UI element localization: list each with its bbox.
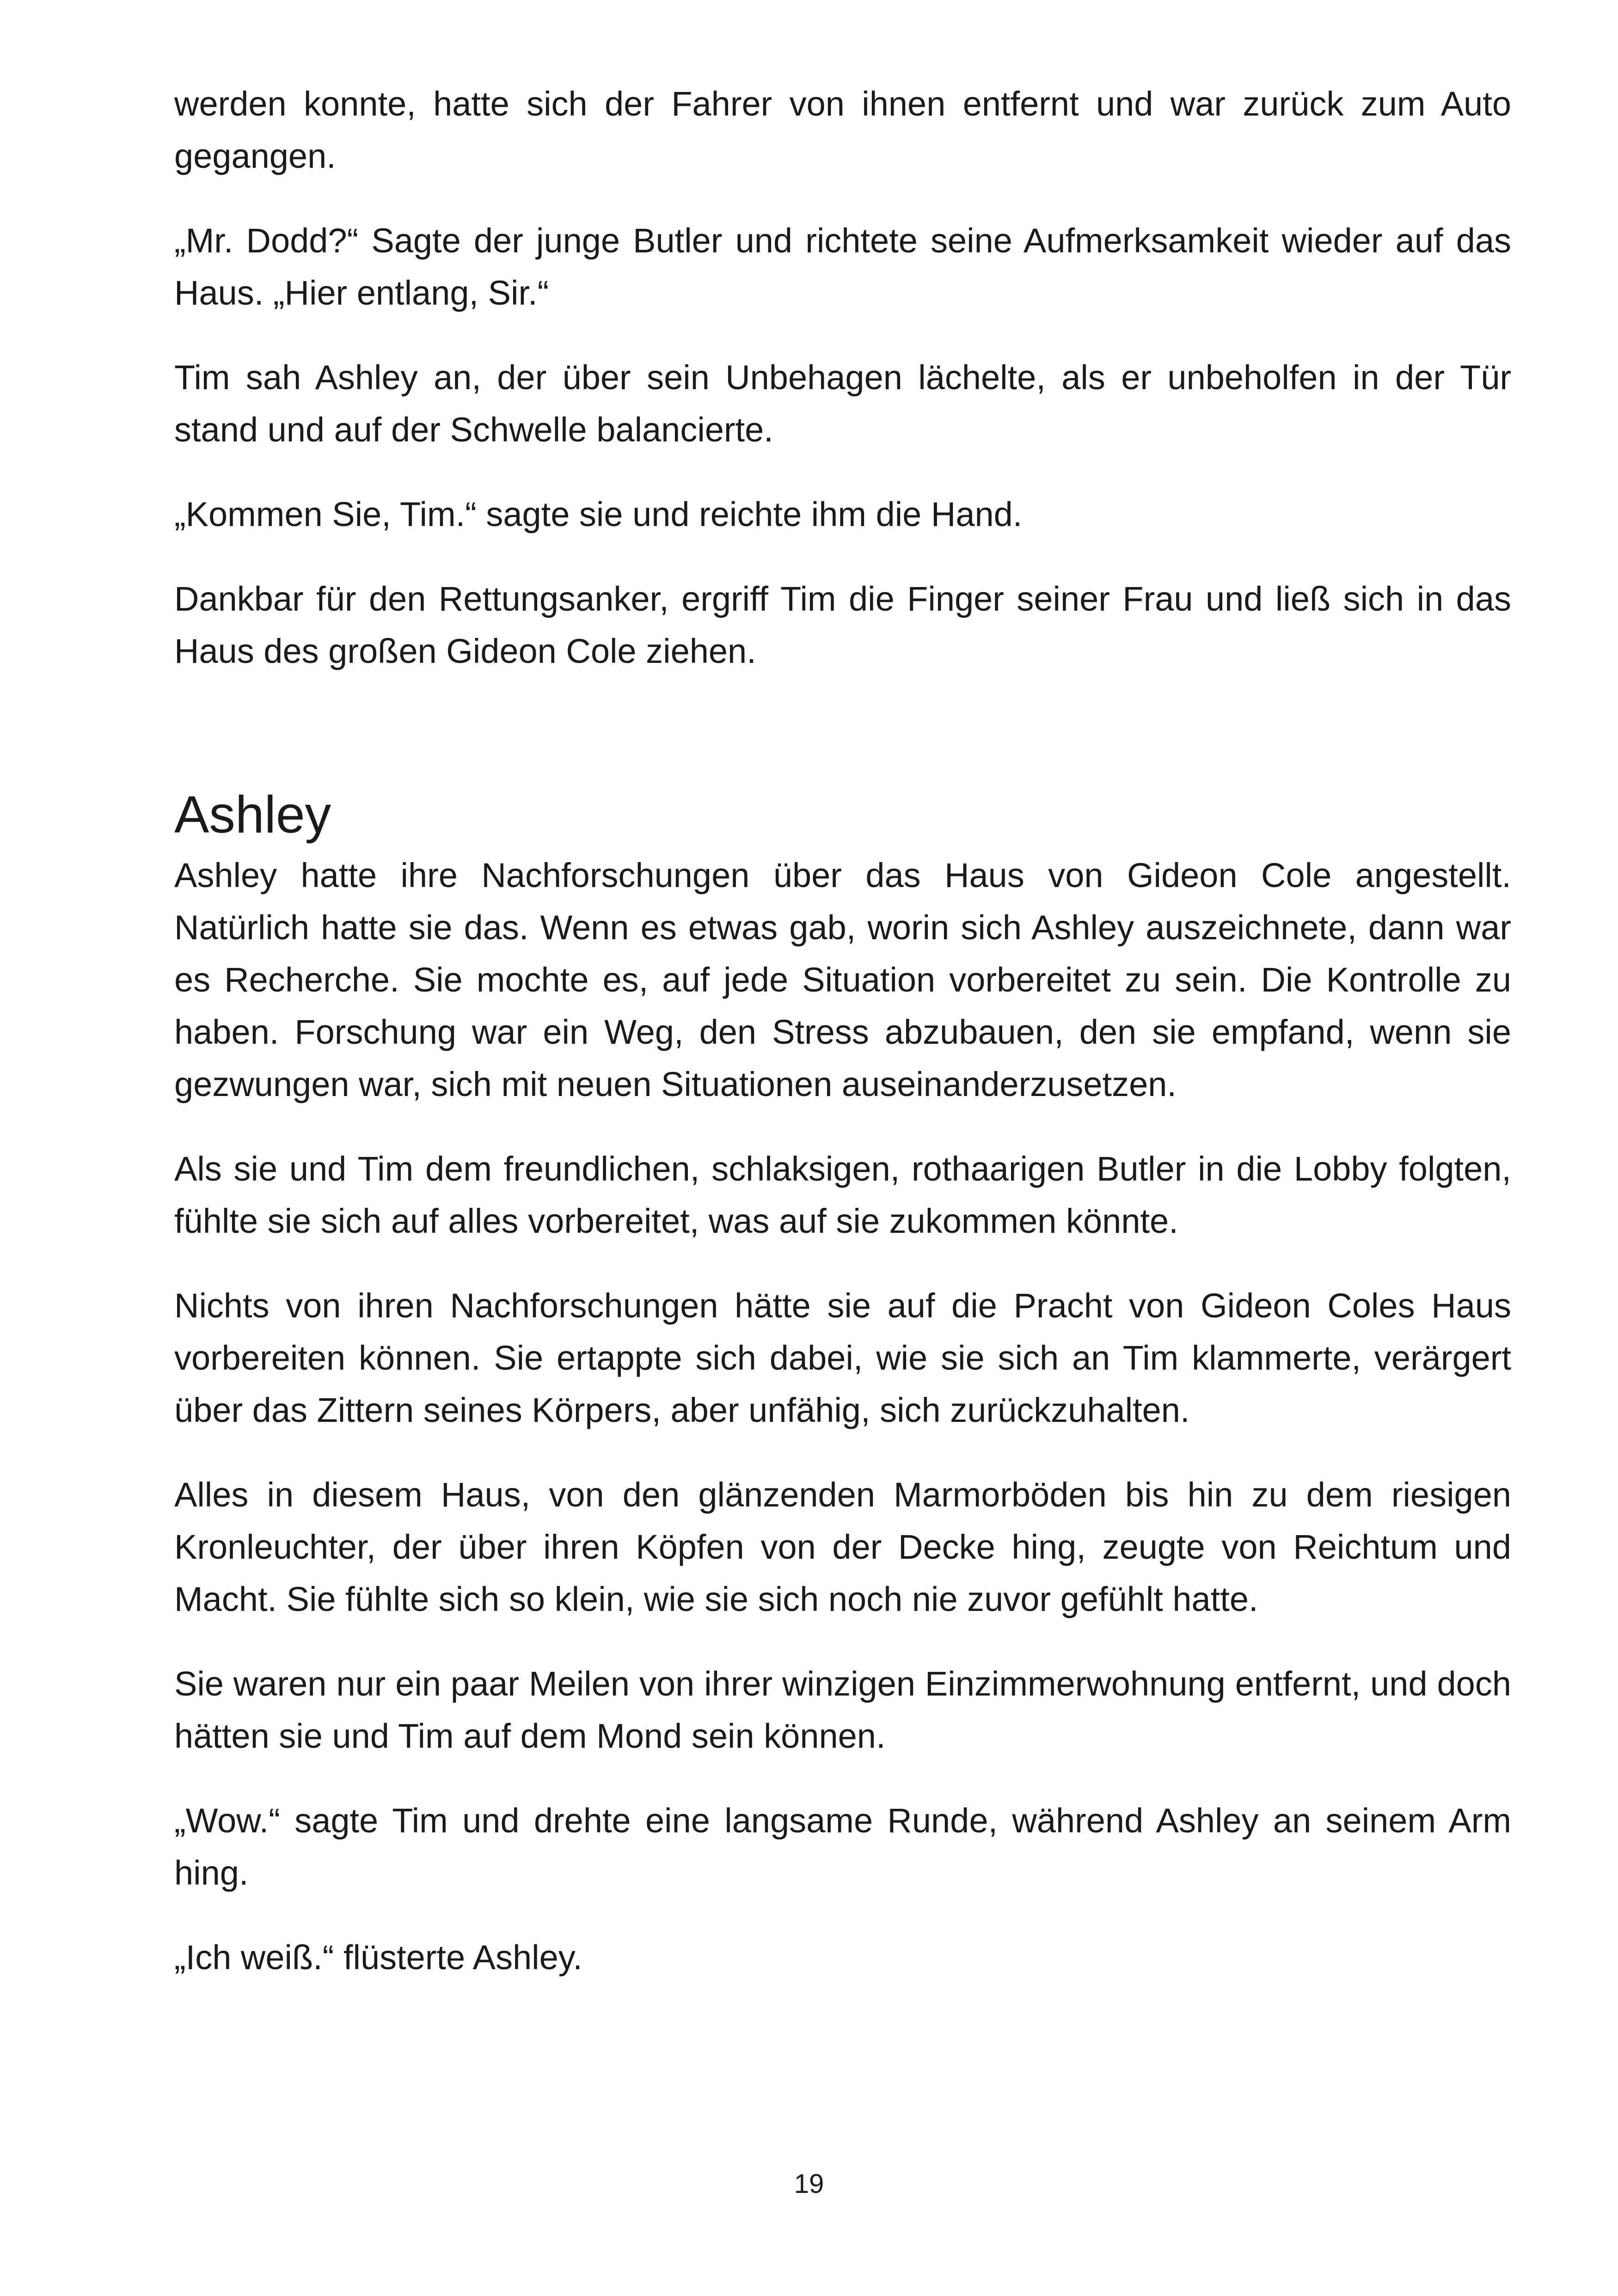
paragraph: „Mr. Dodd?“ Sagte der junge Butler und richtete seine Aufmerksamkeit wieder auf das Haus. „Hier entlang, Sir.“	[174, 221, 1511, 312]
paragraph: Alles in diesem Haus, von den glänzenden Marmorböden bis hin zu dem riesigen Kronleuchter, der über ihren Köpfen von der Decke hing, zeugte von Reichtum und Macht. Sie fühlte sich so klein, wie sie sich noch nie zuvor gefühlt hatte.	[174, 1476, 1511, 1618]
paragraph: Tim sah Ashley an, der über sein Unbehagen lächelte, als er unbeholfen in der Tür stand und auf der Schwelle balancierte.	[174, 358, 1511, 449]
paragraph: Sie waren nur ein paar Meilen von ihrer winzigen Einzimmerwohnung entfernt, und doch hätten sie und Tim auf dem Mond sein können.	[174, 1665, 1511, 1755]
paragraph: „Ich weiß.“ flüsterte Ashley.	[174, 1938, 582, 1977]
page-body	[174, 78, 1511, 2016]
paragraph: Nichts von ihren Nachforschungen hätte sie auf die Pracht von Gideon Coles Haus vorbereiten können. Sie ertappte sich dabei, wie sie sich an Tim klammerte, verärgert über das Zittern seines Körpers, aber unfähig, sich zurückzuhalten.	[174, 1286, 1511, 1429]
paragraph: Dankbar für den Rettungsanker, ergriff Tim die Finger seiner Frau und ließ sich in das Haus des großen Gideon Cole ziehen.	[174, 580, 1511, 670]
paragraph: „Kommen Sie, Tim.“ sagte sie und reichte ihm die Hand.	[174, 495, 1023, 533]
paragraph: Als sie und Tim dem freundlichen, schlaksigen, rothaarigen Butler in die Lobby folgten, fühlte sie sich auf alles vorbereitet, was auf sie zukommen könnte.	[174, 1150, 1511, 1240]
page-number: 19	[794, 2169, 824, 2199]
section-heading: Ashley	[174, 785, 331, 844]
paragraph: Ashley hatte ihre Nachforschungen über das Haus von Gideon Cole angestellt. Natürlich hatte sie das. Wenn es etwas gab, worin sich Ashley auszeichnete, dann war es Recherche. Sie mochte es, auf jede Situation vorbereitet zu sein. Die Kontrolle zu haben. Forschung war ein Weg, den Stress abzubauen, den sie empfand, wenn sie gezwungen war, sich mit neuen Situationen auseinanderzusetzen.	[174, 856, 1511, 1103]
paragraph: „Wow.“ sagte Tim und drehte eine langsame Runde, während Ashley an seinem Arm hing.	[174, 1801, 1511, 1892]
paragraph: werden konnte, hatte sich der Fahrer von ihnen entfernt und war zurück zum Auto gegangen.	[174, 85, 1511, 175]
